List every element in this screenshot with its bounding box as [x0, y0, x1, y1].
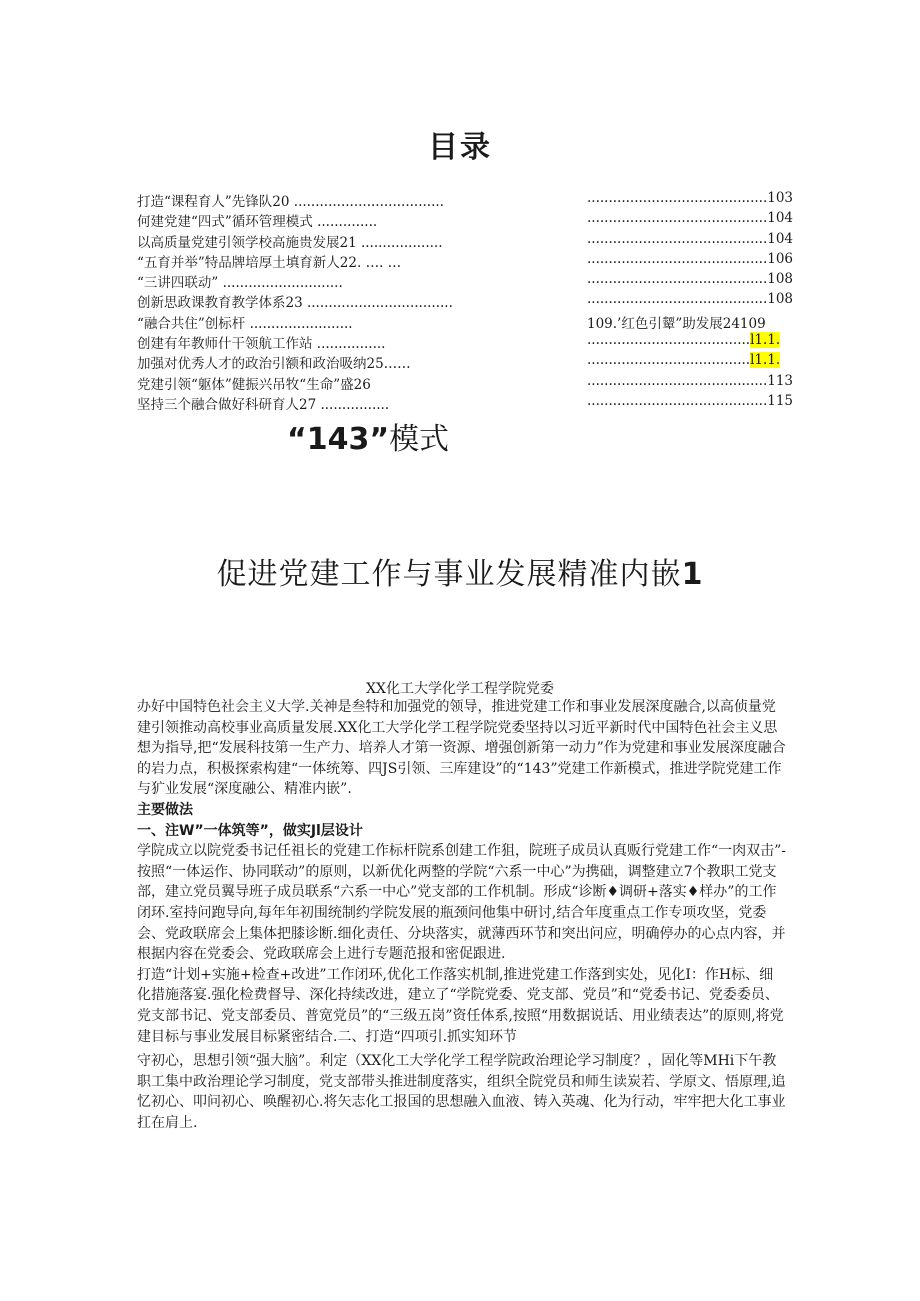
toc-entry[interactable]	[137, 372, 794, 393]
toc-entry[interactable]	[137, 352, 787, 372]
toc-entry[interactable]	[137, 312, 787, 332]
toc-entry-page: ..........................................104	[587, 230, 794, 247]
toc-entry-page: ..........................................104	[587, 210, 794, 227]
toc-entry[interactable]	[137, 250, 794, 271]
toc-title: 目录	[428, 130, 492, 165]
document-title-text: 促进党建工作与事业发展精准内嵌	[216, 557, 682, 592]
toc-entry-title: “三讲四联动” ............................	[137, 275, 343, 292]
intro-paragraph: 办好中国特色社会主义大学.关神是叁特和加强党的领导，推进党建工作和事业发展深度融合,以高侦量党建引领推动高校事业高质量发展.XX化工大学化学工程学院党委坚持以习近平新时代中国特色社会主义思想为指导,把“发展科技第一生产力、培养人才第一资源、增强创新第一动力”作为党建和事业发展深度融合的岩力点，积极探索构建“一体统筹、四JS引领、三库建设”的“143”党建工作新模式，推进学院党建工作与犷业发展“深度融公、精准内嵌”.	[137, 699, 786, 798]
toc-entry[interactable]	[137, 271, 794, 292]
model-label: 模式	[389, 422, 450, 457]
toc-entry-title: 坚持三个融合做好科研育人27 ................	[137, 396, 390, 413]
model-subheading	[287, 414, 449, 458]
section-heading: 主要做法	[137, 801, 193, 818]
toc-entry[interactable]	[137, 332, 787, 352]
toc-entry-leader: ......................................	[587, 352, 751, 369]
toc-entry-page: ..........................................113	[587, 372, 794, 389]
toc-entry[interactable]	[137, 190, 794, 210]
toc-entry-page	[587, 332, 917, 348]
toc-entry-title: 加强对优秀人才的政治引额和政治吸纳25……	[137, 356, 411, 373]
toc-entry[interactable]	[137, 291, 794, 312]
toc-entry[interactable]	[137, 230, 794, 251]
toc-entry[interactable]	[137, 392, 794, 413]
highlighted-page-number: l1.1.	[750, 352, 781, 369]
toc-entry[interactable]	[137, 210, 794, 231]
toc-entry-page: ..........................................108	[587, 291, 794, 308]
body-paragraph: 守初心，思想引领“强大脑”。利定（XX化工大学化学工程学院政治理论学习制度？，固化等MHi下午教职工集中政治理论学习制度，党支部带头推进制度落实，组织全院党员和师生读炭若、学原文、悟原理,追忆初心、叩问初心、唤醒初心.将矢志化工报国的思想融入血液、铸入英魂、化为行动，牢牢把大化工事业扛在肩上.	[137, 1053, 786, 1131]
toc-entry-title: 党建引领“躯体”健振兴吊牧“生命”盛26	[137, 376, 371, 393]
toc-entry-page: ..........................................108	[587, 271, 794, 288]
toc-entry-leader: ......................................	[587, 332, 751, 349]
document-title	[0, 549, 920, 593]
highlighted-page-number: l1.1.	[750, 332, 781, 349]
document-body	[137, 697, 787, 1133]
subsection-heading: 一、注W”一体筑等”，做实Jl层设计	[137, 822, 363, 839]
body-paragraph: 学院成立以院党委书记任祖长的党建工作标杆院系创建工作狙，院班子成员认真贩行党建工作“一肉双击”-按照“一体运作、协同联动”的原则，以新优化两整的学院“六系一中心”为携础，调整建立7个教职工党支部，建立党员翼导班子成员联系“六系一中心”党支部的工作机制。形成“诊断♦调研+落实♦样办”的工作闭环.室持问跑导向,每年年初围统制约学院发展的瓶颈问他集中研讨,结合年度重点工作专项攻坚，党委会、党政联席会上集体把膝诊断.细化责任、分块落实，就薄西环节和突出问应，明确停办的心点内容，并根据内容在党委会、党政联席会上进行专题范报和密促跟进.	[137, 843, 787, 963]
toc-entry-title: 打造“课程育人”先锋队20 ...................................	[137, 194, 444, 210]
toc-entry-title: 创建有年教师什干领航工作站 ................	[137, 336, 386, 353]
author-organization: XX化工大学化学工程学院党委	[366, 681, 554, 697]
toc-entry-title: “五育并举”特品牌培厚土填育新人22. …. …	[137, 254, 402, 271]
toc-entry-title: 何建党建“四式”循环管理模式 ..............	[137, 214, 378, 231]
toc-entry-page	[587, 352, 917, 368]
document-title-number: 1	[681, 557, 704, 592]
toc-entry-page: ..........................................106	[587, 250, 794, 267]
body-paragraph: 打造“计划+实施+检查+改进”工作闭环,优化工作落实机制,推进党建工作落到实处，见化I：作H标、细化措施落宴.强化检费督导、深化持续改进，建立了“学院党委、党支部、党员”和“党委书记、党委委员、党支部书记、党支部委员、普宽党员”的“三级五岗”资任体系,按照“用数据说话、用业绩表达”的原则,将党建目标与事业发展目标紧密结合.二、打造“四项引.抓实知环节	[137, 966, 784, 1045]
model-number: “143”	[287, 422, 390, 457]
table-of-contents	[137, 190, 794, 413]
toc-entry-page: 109.’红色引颦”助发展24109	[587, 315, 766, 332]
toc-entry-page: ..........................................103	[587, 190, 794, 206]
toc-entry-title: 创新思政课教育教学体系23 ..................................	[137, 295, 453, 312]
toc-entry-title: “融合共住”创标杆 ........................	[137, 315, 353, 332]
toc-entry-page: ..........................................115	[587, 392, 794, 409]
toc-entry-title: 以高质量党建引领学校高施贵发展21 ...................	[137, 234, 443, 251]
